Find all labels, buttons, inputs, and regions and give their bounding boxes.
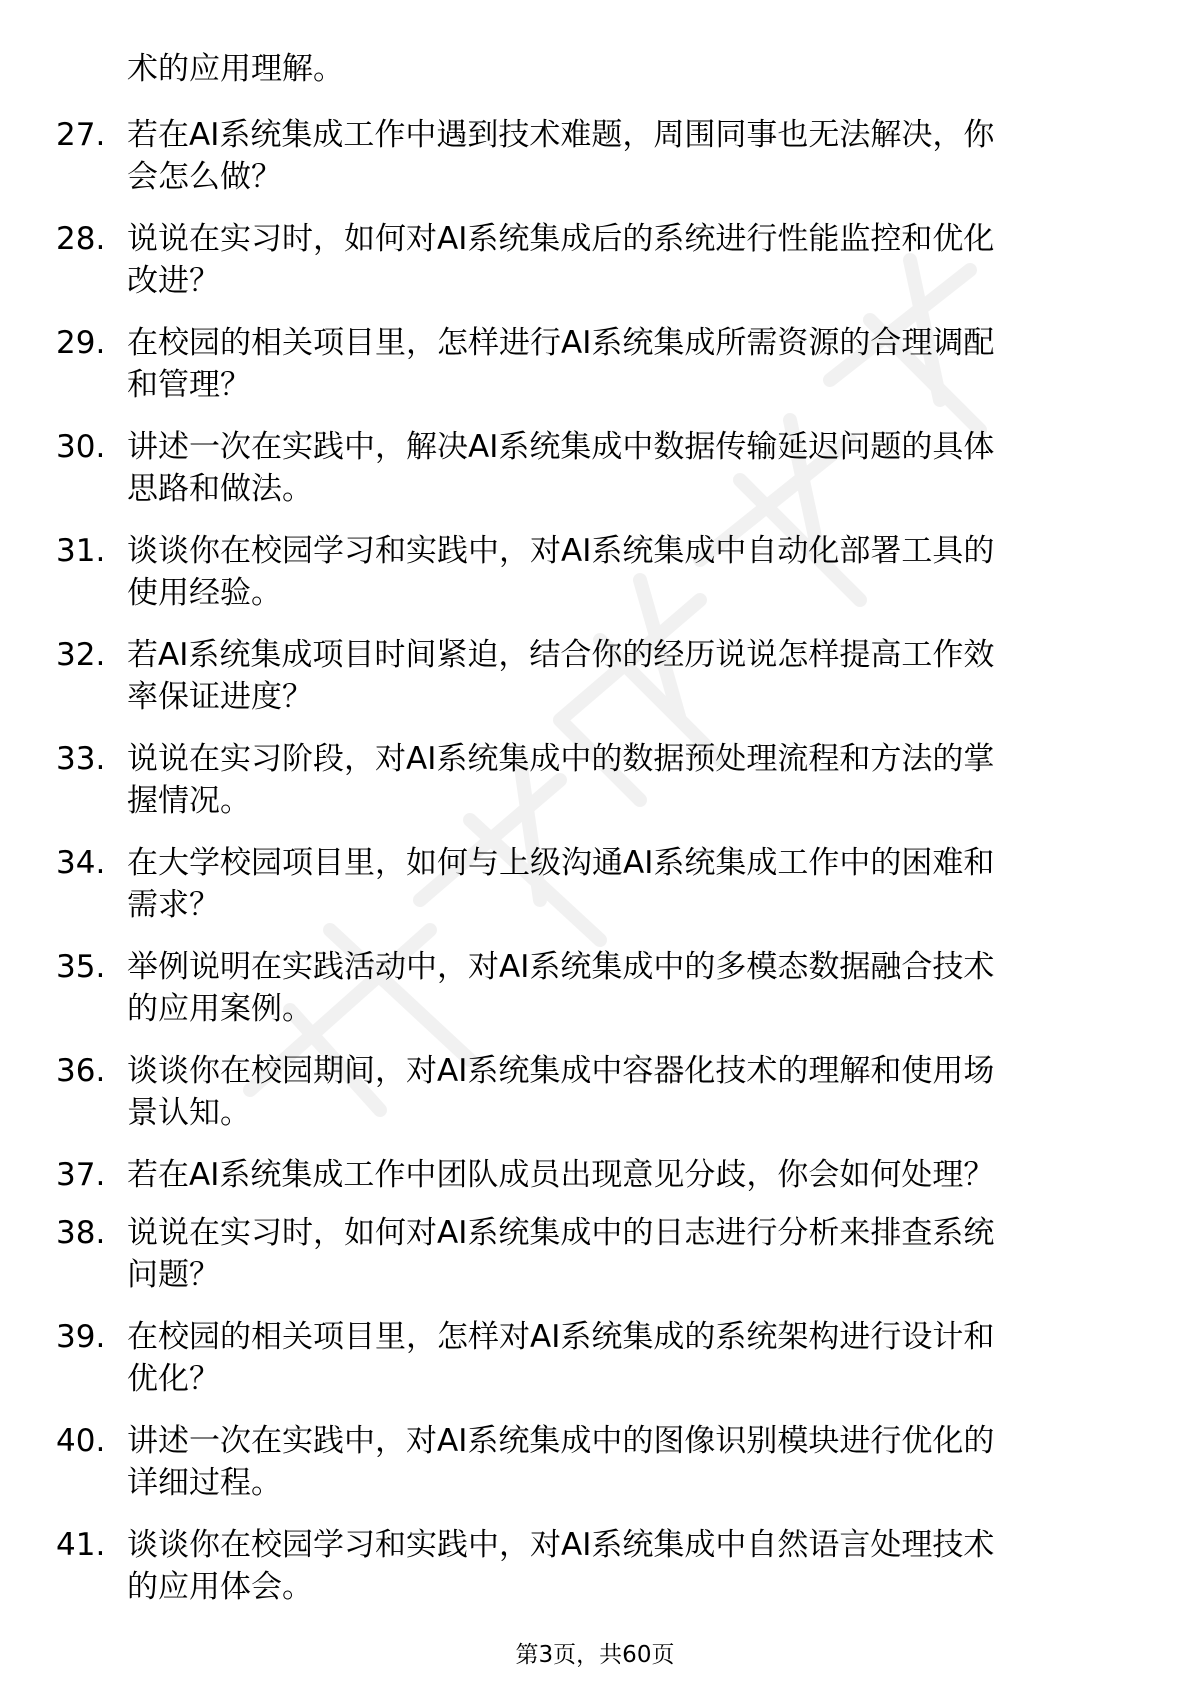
question-text [127, 1154, 1107, 1196]
question-text [127, 1316, 1107, 1400]
question-number: 41. [56, 1527, 106, 1563]
list-item [0, 218, 1190, 306]
question-line: 说说在实习阶段，对AI系统集成中的数据预处理流程和方法的掌 [127, 741, 995, 777]
question-text [127, 1050, 1107, 1134]
question-text [127, 218, 1107, 302]
list-item [0, 1212, 1190, 1300]
question-line: 握情况。 [127, 783, 251, 819]
question-text [127, 634, 1107, 718]
continuation-text: 术的应用理解。 [127, 51, 344, 87]
list-item [0, 1154, 1190, 1196]
question-line: 若AI系统集成项目时间紧迫，结合你的经历说说怎样提高工作效 [127, 637, 995, 673]
question-text [127, 1524, 1107, 1608]
question-line: 说说在实习时，如何对AI系统集成后的系统进行性能监控和优化 [127, 221, 995, 257]
list-item [0, 842, 1190, 930]
list-item [0, 530, 1190, 618]
question-line: 的应用案例。 [127, 991, 313, 1027]
question-line: 讲述一次在实践中，对AI系统集成中的图像识别模块进行优化的 [127, 1423, 995, 1459]
question-line: 讲述一次在实践中，解决AI系统集成中数据传输延迟问题的具体 [127, 429, 995, 465]
question-line: 需求？ [127, 887, 220, 923]
question-line: 在校园的相关项目里，怎样进行AI系统集成所需资源的合理调配 [127, 325, 995, 361]
question-text [127, 114, 1107, 198]
question-number: 35. [56, 949, 106, 985]
question-text [127, 426, 1107, 510]
question-line: 谈谈你在校园学习和实践中，对AI系统集成中自然语言处理技术 [127, 1527, 995, 1563]
question-number: 33. [56, 741, 106, 777]
list-item [0, 1316, 1190, 1404]
question-line: 在校园的相关项目里，怎样对AI系统集成的系统架构进行设计和 [127, 1319, 995, 1355]
list-item [0, 1420, 1190, 1508]
question-line: 使用经验。 [127, 575, 282, 611]
question-text [127, 1212, 1107, 1296]
list-item [0, 1050, 1190, 1138]
question-number: 31. [56, 533, 106, 569]
question-line: 问题？ [127, 1257, 220, 1293]
question-line: 景认知。 [127, 1095, 251, 1131]
question-number: 40. [56, 1423, 106, 1459]
question-number: 36. [56, 1053, 106, 1089]
list-item [0, 114, 1190, 202]
question-line: 谈谈你在校园学习和实践中，对AI系统集成中自动化部署工具的 [127, 533, 995, 569]
list-item [0, 738, 1190, 826]
page-footer: 第3页，共60页 [515, 1642, 675, 1668]
question-list [0, 114, 1190, 1628]
question-number: 39. [56, 1319, 106, 1355]
question-line: 说说在实习时，如何对AI系统集成中的日志进行分析来排查系统 [127, 1215, 995, 1251]
question-line: 思路和做法。 [127, 471, 313, 507]
list-item [0, 426, 1190, 514]
question-line: 会怎么做？ [127, 159, 282, 195]
question-number: 29. [56, 325, 106, 361]
list-item [0, 634, 1190, 722]
question-number: 32. [56, 637, 106, 673]
question-text [127, 530, 1107, 614]
question-number: 38. [56, 1215, 106, 1251]
list-item [0, 1524, 1190, 1612]
question-line: 在大学校园项目里，如何与上级沟通AI系统集成工作中的困难和 [127, 845, 995, 881]
question-line: 的应用体会。 [127, 1569, 313, 1605]
question-line: 若在AI系统集成工作中团队成员出现意见分歧，你会如何处理？ [127, 1157, 995, 1193]
question-line: 举例说明在实践活动中，对AI系统集成中的多模态数据融合技术 [127, 949, 995, 985]
question-line: 详细过程。 [127, 1465, 282, 1501]
question-number: 27. [56, 117, 106, 153]
question-text [127, 738, 1107, 822]
question-line: 若在AI系统集成工作中遇到技术难题，周围同事也无法解决，你 [127, 117, 995, 153]
question-line: 优化？ [127, 1361, 220, 1397]
question-number: 37. [56, 1157, 106, 1193]
question-text [127, 322, 1107, 406]
question-number: 30. [56, 429, 106, 465]
list-item [0, 322, 1190, 410]
question-number: 28. [56, 221, 106, 257]
question-line: 和管理？ [127, 367, 251, 403]
question-number: 34. [56, 845, 106, 881]
question-line: 谈谈你在校园期间，对AI系统集成中容器化技术的理解和使用场 [127, 1053, 995, 1089]
question-text [127, 842, 1107, 926]
question-line: 率保证进度？ [127, 679, 313, 715]
question-text [127, 1420, 1107, 1504]
list-item [0, 946, 1190, 1034]
question-line: 改进？ [127, 263, 220, 299]
question-text [127, 946, 1107, 1030]
